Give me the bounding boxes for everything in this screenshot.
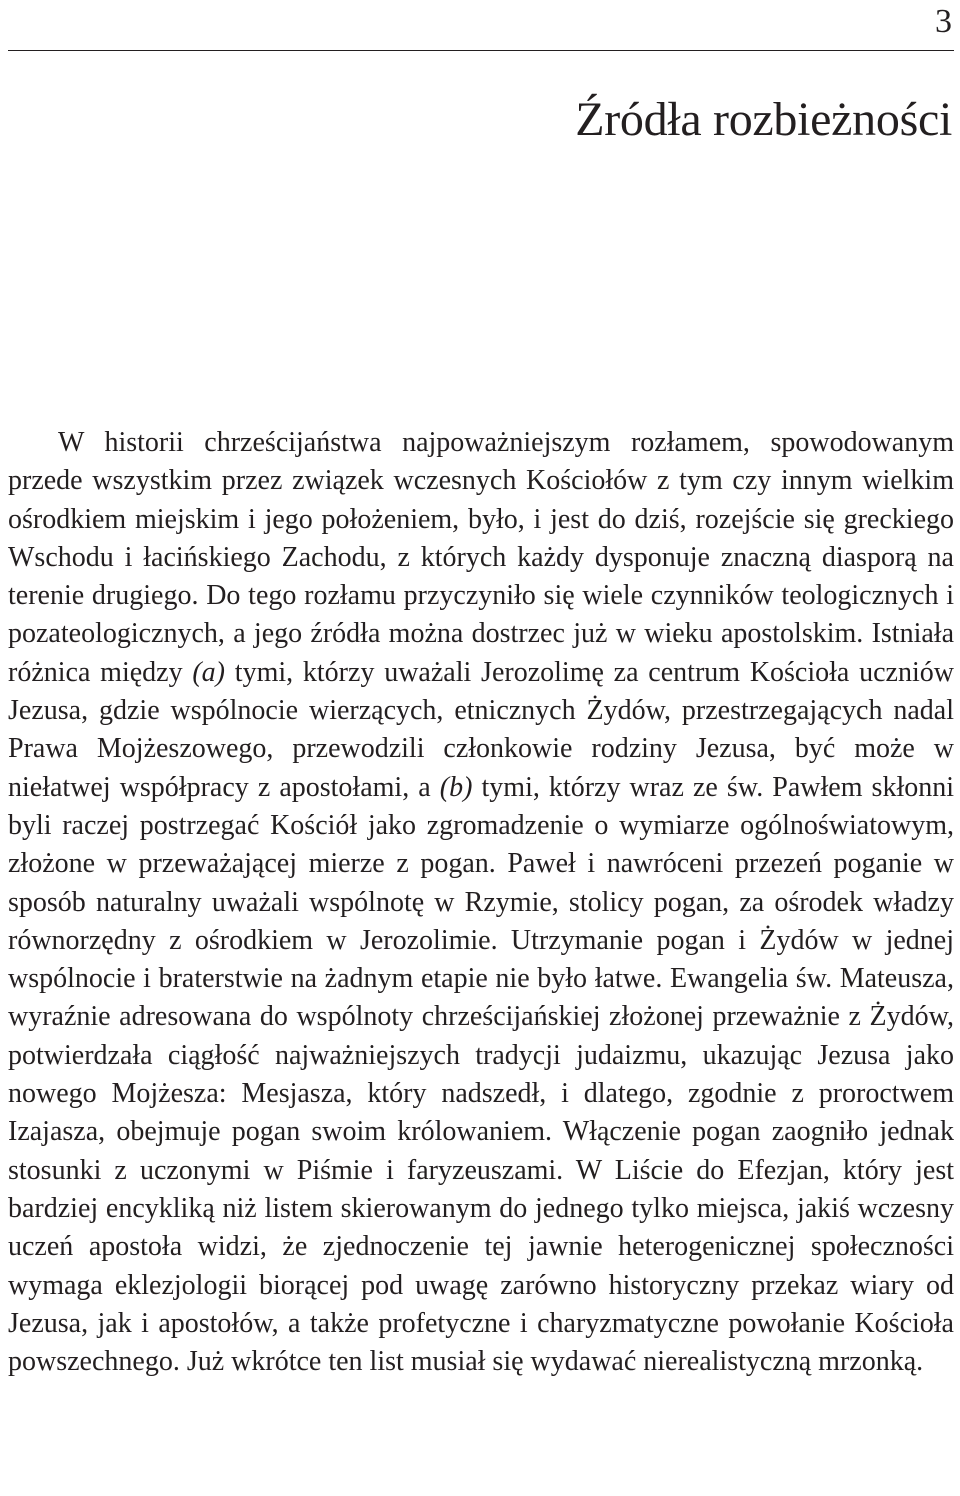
body-text-run: tymi, którzy uważali Jerozolimę za centrum Kościoła uczniów Jezusa, gdzie wspólnocie wierzących, etnicznych Żydów, przestrzegających nadal Prawa Mojżeszowego, przewodzili członkowie rodziny Jezusa, być może w niełatwej współpracy z apostołami, a bbox=[8, 656, 954, 803]
header-rule bbox=[8, 50, 954, 51]
body-text-run: W historii chrześcijaństwa najpoważniejszym rozłamem, spowodowanym przede wszystkim przez związek wczesnych Kościołów z tym czy innym wielkim ośrodkiem miejskim i jego położeniem, było, i jest do dziś, rozejście się greckiego Wschodu i łacińskiego Zachodu, z których każdy dysponuje znaczną diasporą na terenie drugiego. Do tego rozłamu przyczyniło się wiele czynników teologicznych i pozateologicznych, a jego źródła można dostrzec już w wieku apostolskim. Istniała różnica między bbox=[8, 427, 954, 688]
list-marker-a: (a) bbox=[192, 656, 226, 688]
page-number: 3 bbox=[935, 3, 952, 40]
body-paragraph bbox=[8, 424, 954, 1381]
body-text-run: tymi, którzy wraz ze św. Pawłem skłonni byli raczej postrzegać Kościół jako zgromadzenie o wymiarze ogólnoświatowym, złożone w przeważającej mierze z pogan. Paweł i nawróceni przezeń poganie w sposób naturalny uważali wspólnotę w Rzymie, stolicy pogan, za ośrodek władzy równorzędny z ośrodkiem w Jerozolimie. Utrzymanie pogan i Żydów w jednej wspólnocie i braterstwie na żadnym etapie nie było łatwe. Ewangelia św. Mateusza, wyraźnie adresowana do wspólnoty chrześcijańskiej złożonej przeważnie z Żydów, potwierdzała ciągłość najważniejszych tradycji judaizmu, ukazując Jezusa jako nowego Mojżesza: Mesjasza, który nadszedł, i dlatego, zgodnie z proroctwem Izajasza, obejmuje pogan swoim królowaniem. Włączenie pogan zaogniło jednak stosunki z uczonymi w Piśmie i faryzeuszami. W Liście do Efezjan, który jest bardziej encykliką niż listem skierowanym do jednego tylko miejsca, jakiś wczesny uczeń apostoła widzi, że zjednoczenie tej jawnie heterogenicznej społeczności wymaga eklezjologii biorącej pod uwagę zarówno historyczny przekaz wiary od Jezusa, jak i apostołów, a także profetyczne i charyzmatyczne powołanie Kościoła powszechnego. Już wkrótce ten list musiał się wydawać nierealistyczną mrzonką. bbox=[8, 771, 955, 1378]
list-marker-b: (b) bbox=[439, 771, 473, 803]
chapter-title: Źródła rozbieżności bbox=[575, 93, 952, 146]
